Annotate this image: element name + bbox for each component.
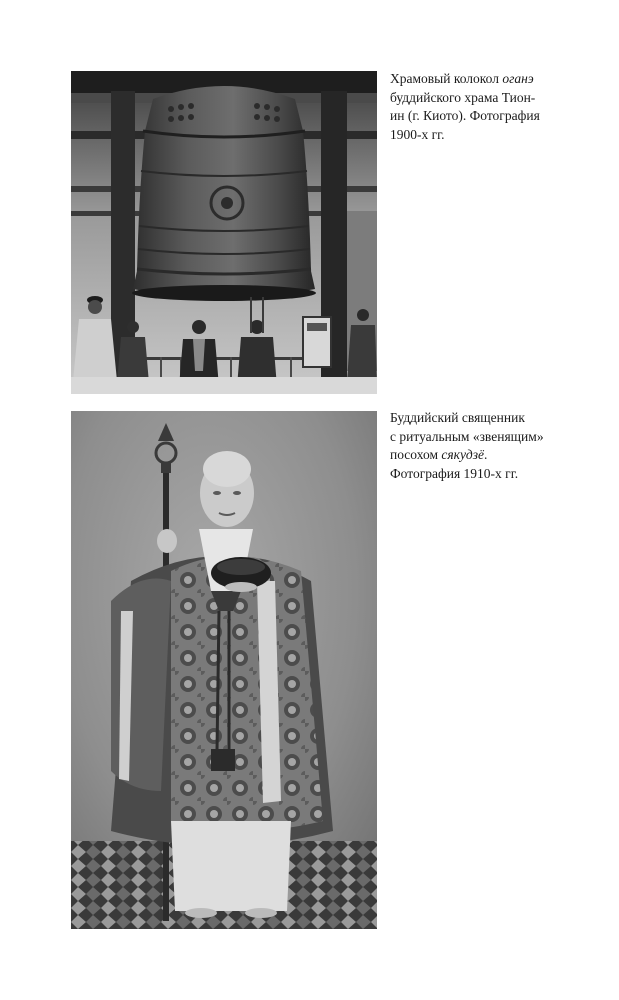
temple-bell-caption [390,70,595,144]
caption-text: Храмовый колокол [390,71,503,86]
caption-term: сякудзё [441,447,484,462]
caption-text: Буддийский священник с ритуальным «звенящим» посохом [390,410,544,462]
temple-bell-image [71,71,377,394]
temple-bell-photo [71,71,377,394]
buddhist-priest-photo [71,411,377,929]
caption-text: буддийского храма Тион- ин (г. Киото). Фотография 1900-х гг. [390,89,540,142]
caption-text: . Фотография 1910-х гг. [390,447,519,481]
caption-term: оганэ [502,71,534,86]
buddhist-priest-caption [390,409,595,483]
buddhist-priest-image [71,411,377,929]
